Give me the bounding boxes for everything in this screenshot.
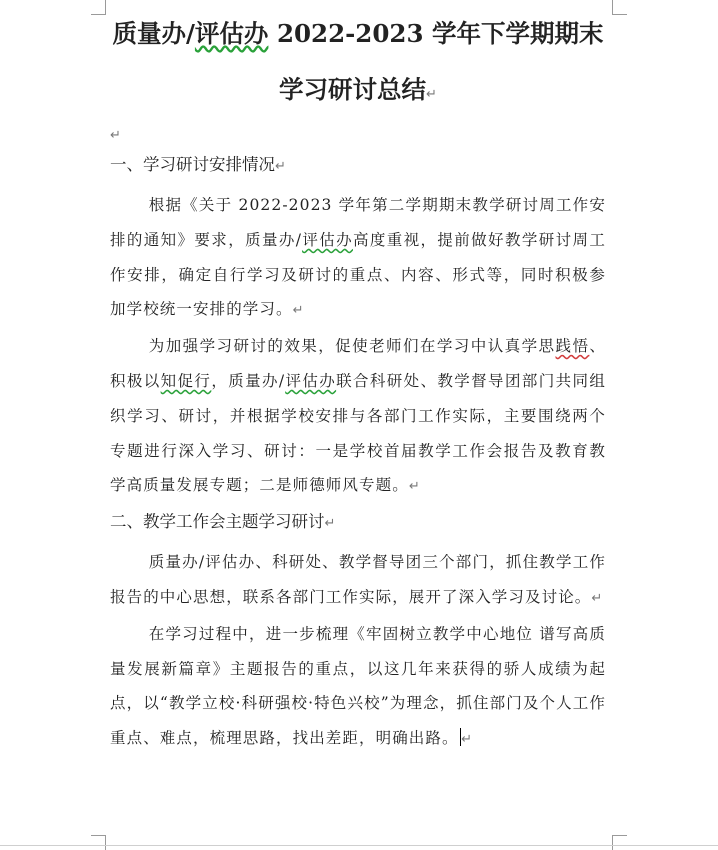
empty-paragraph — [110, 117, 606, 150]
title-line2-text: 学习研讨总结 — [279, 75, 427, 104]
crop-mark-top-right — [612, 0, 627, 15]
section-heading-2-text: 二、教学工作会主题学习研讨 — [110, 512, 325, 532]
paragraph-1-squiggle: 评估办 — [302, 230, 353, 249]
paragraph-2-text-a: 为加强学习研讨的效果，促使老师们在学习中认真学思 — [148, 337, 556, 356]
paragraph-mark-icon: ↵ — [324, 516, 336, 532]
title-squiggle-word: 评估办 — [194, 19, 269, 48]
paragraph-2-text-g: 联合科研处、教学督导团部门共同组织学习、研讨，并根据学校安排与各部门工作实际，主要围绕两个专题进行深入学习、研讨：一是学校首届教学工作会报告及教育教学高质量发展专题；二是师德师风专题。 — [110, 371, 606, 495]
paragraph-2-text-c: 、积极以 — [110, 337, 607, 390]
paragraph-3-text: 质量办/评估办、科研处、教学督导团三个部门，抓住教学工作报告的中心思想，联系各部门工作实际，展开了深入学习及讨论。 — [110, 553, 606, 606]
paragraph-mark-icon: ↵ — [591, 590, 604, 606]
paragraph-mark-icon: ↵ — [426, 87, 437, 102]
crop-mark-top-left — [91, 0, 106, 15]
title-prefix: 质量办/ — [112, 19, 195, 48]
paragraph-2-text-e: ，质量办/ — [211, 371, 286, 390]
paragraph-1-text-a: 根据《关于 2022-2023 学年第二学期期末教学研讨周工作安排的通知》要求，质量办/ — [110, 196, 606, 249]
paragraph-mark-icon: ↵ — [408, 479, 421, 495]
section-heading-1 — [110, 150, 606, 182]
paragraph-1-text-b: 高度重视，提前做好教学研讨周工作安排，确定自行学习及研讨的重点、内容、形式等，同时积极参加学校统一安排的学习。 — [110, 230, 606, 319]
paragraph-2-red-squiggle: 践悟 — [555, 337, 590, 356]
section-heading-1-text: 一、学习研讨安排情况 — [110, 155, 275, 174]
crop-mark-bottom-right — [612, 835, 627, 850]
paragraph-mark-icon: ↵ — [292, 303, 305, 319]
paragraph-4-text: 在学习过程中，进一步梳理《牢固树立教学中心地位 谱写高质量发展新篇章》主题报告的重点，以这几年来获得的骄人成绩为起点，以“教学立校·科研强校·特色兴校”为理念，抓住部门及个人工作重点、难点，梳理思路，找出差距，明确出路。 — [110, 624, 606, 748]
section-heading-2 — [110, 507, 606, 539]
paragraph-2-squiggle-2: 评估办 — [285, 371, 337, 390]
paragraph-mark-icon: ↵ — [110, 128, 121, 143]
crop-mark-bottom-left — [91, 835, 106, 850]
document-title-line1 — [110, 14, 606, 54]
paragraph-4 — [110, 617, 606, 758]
paragraph-2 — [110, 329, 606, 505]
document-title-line2 — [110, 70, 606, 115]
paragraph-3 — [110, 545, 606, 617]
title-suffix: 2022-2023 学年下学期期末 — [268, 19, 604, 48]
paragraph-1 — [110, 188, 606, 329]
page-bottom-divider — [0, 845, 718, 846]
paragraph-2-squiggle-1: 知促行 — [160, 371, 212, 390]
paragraph-mark-icon: ↵ — [461, 732, 474, 748]
document-body[interactable] — [110, 14, 606, 758]
paragraph-mark-icon: ↵ — [275, 159, 286, 174]
